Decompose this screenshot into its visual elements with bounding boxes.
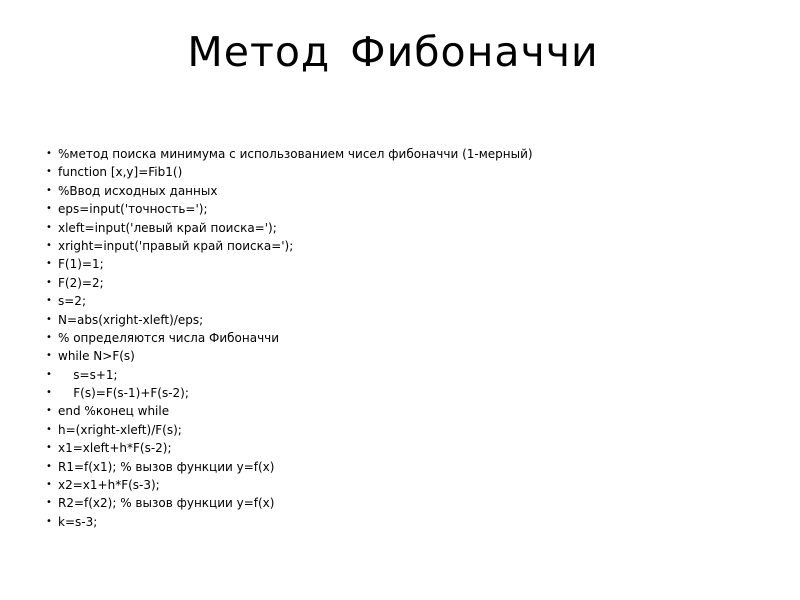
bullet-icon: • bbox=[46, 497, 52, 509]
code-line-text: end %конец while bbox=[58, 404, 170, 419]
code-line bbox=[46, 513, 533, 531]
code-line-text: R1=f(x1); % вызов функции y=f(x) bbox=[58, 459, 275, 474]
bullet-icon: • bbox=[46, 442, 52, 454]
bullet-icon: • bbox=[46, 295, 52, 307]
code-line-text: while N>F(s) bbox=[58, 349, 135, 364]
code-line bbox=[46, 292, 533, 310]
code-line bbox=[46, 494, 533, 512]
code-line-text: R2=f(x2); % вызов функции y=f(x) bbox=[58, 496, 275, 511]
code-line bbox=[46, 366, 533, 384]
code-line-text: xleft=input('левый край поиска='); bbox=[58, 220, 277, 235]
code-line bbox=[46, 200, 533, 218]
code-line-text: %Ввод исходных данных bbox=[58, 183, 218, 198]
bullet-icon: • bbox=[46, 258, 52, 270]
slide-title: Метод Фибоначчи bbox=[187, 28, 599, 76]
code-line bbox=[46, 311, 533, 329]
bullet-icon: • bbox=[46, 405, 52, 417]
code-line bbox=[46, 163, 533, 181]
bullet-icon: • bbox=[46, 203, 52, 215]
bullet-icon: • bbox=[46, 387, 52, 399]
bullet-icon: • bbox=[46, 479, 52, 491]
bullet-icon: • bbox=[46, 460, 52, 472]
code-line-text: F(2)=2; bbox=[58, 275, 104, 290]
code-line-text: %метод поиска минимума с использованием чисел фибоначчи (1-мерный) bbox=[58, 147, 533, 161]
code-line bbox=[46, 421, 533, 439]
bullet-icon: • bbox=[46, 331, 52, 343]
bullet-icon: • bbox=[46, 184, 52, 196]
bullet-icon: • bbox=[46, 515, 52, 527]
code-line-text: function [x,y]=Fib1() bbox=[58, 165, 183, 180]
code-line-text: xright=input('правый край поиска='); bbox=[58, 238, 294, 253]
code-line bbox=[46, 237, 533, 255]
code-line bbox=[46, 347, 533, 365]
code-line bbox=[46, 439, 533, 457]
bullet-icon: • bbox=[46, 350, 52, 362]
bullet-icon: • bbox=[46, 166, 52, 178]
code-line bbox=[46, 476, 533, 494]
code-line-text: F(s)=F(s-1)+F(s-2); bbox=[58, 386, 189, 401]
code-line-text: s=2; bbox=[58, 294, 86, 309]
code-line-text: h=(xright-xleft)/F(s); bbox=[58, 422, 182, 437]
bullet-icon: • bbox=[46, 148, 52, 159]
bullet-icon: • bbox=[46, 313, 52, 325]
code-line-text: s=s+1; bbox=[58, 367, 118, 382]
code-bullet-list bbox=[46, 145, 533, 531]
code-line-text: F(1)=1; bbox=[58, 257, 104, 272]
code-line bbox=[46, 384, 533, 402]
code-line bbox=[46, 255, 533, 273]
code-line bbox=[46, 145, 533, 163]
code-line bbox=[46, 402, 533, 420]
bullet-icon: • bbox=[46, 423, 52, 435]
code-line-text: N=abs(xright-xleft)/eps; bbox=[58, 312, 204, 327]
code-line bbox=[46, 329, 533, 347]
code-line-text: eps=input('точность='); bbox=[58, 202, 208, 217]
code-line-text: x2=x1+h*F(s-3); bbox=[58, 478, 160, 493]
code-line bbox=[46, 219, 533, 237]
code-line bbox=[46, 458, 533, 476]
bullet-icon: • bbox=[46, 368, 52, 380]
bullet-icon: • bbox=[46, 239, 52, 251]
code-line-text: x1=xleft+h*F(s-2); bbox=[58, 441, 172, 456]
code-line bbox=[46, 182, 533, 200]
bullet-icon: • bbox=[46, 276, 52, 288]
bullet-icon: • bbox=[46, 221, 52, 233]
code-line-text: k=s-3; bbox=[58, 514, 98, 529]
code-line-text: % определяются числа Фибоначчи bbox=[58, 330, 280, 345]
code-line bbox=[46, 274, 533, 292]
